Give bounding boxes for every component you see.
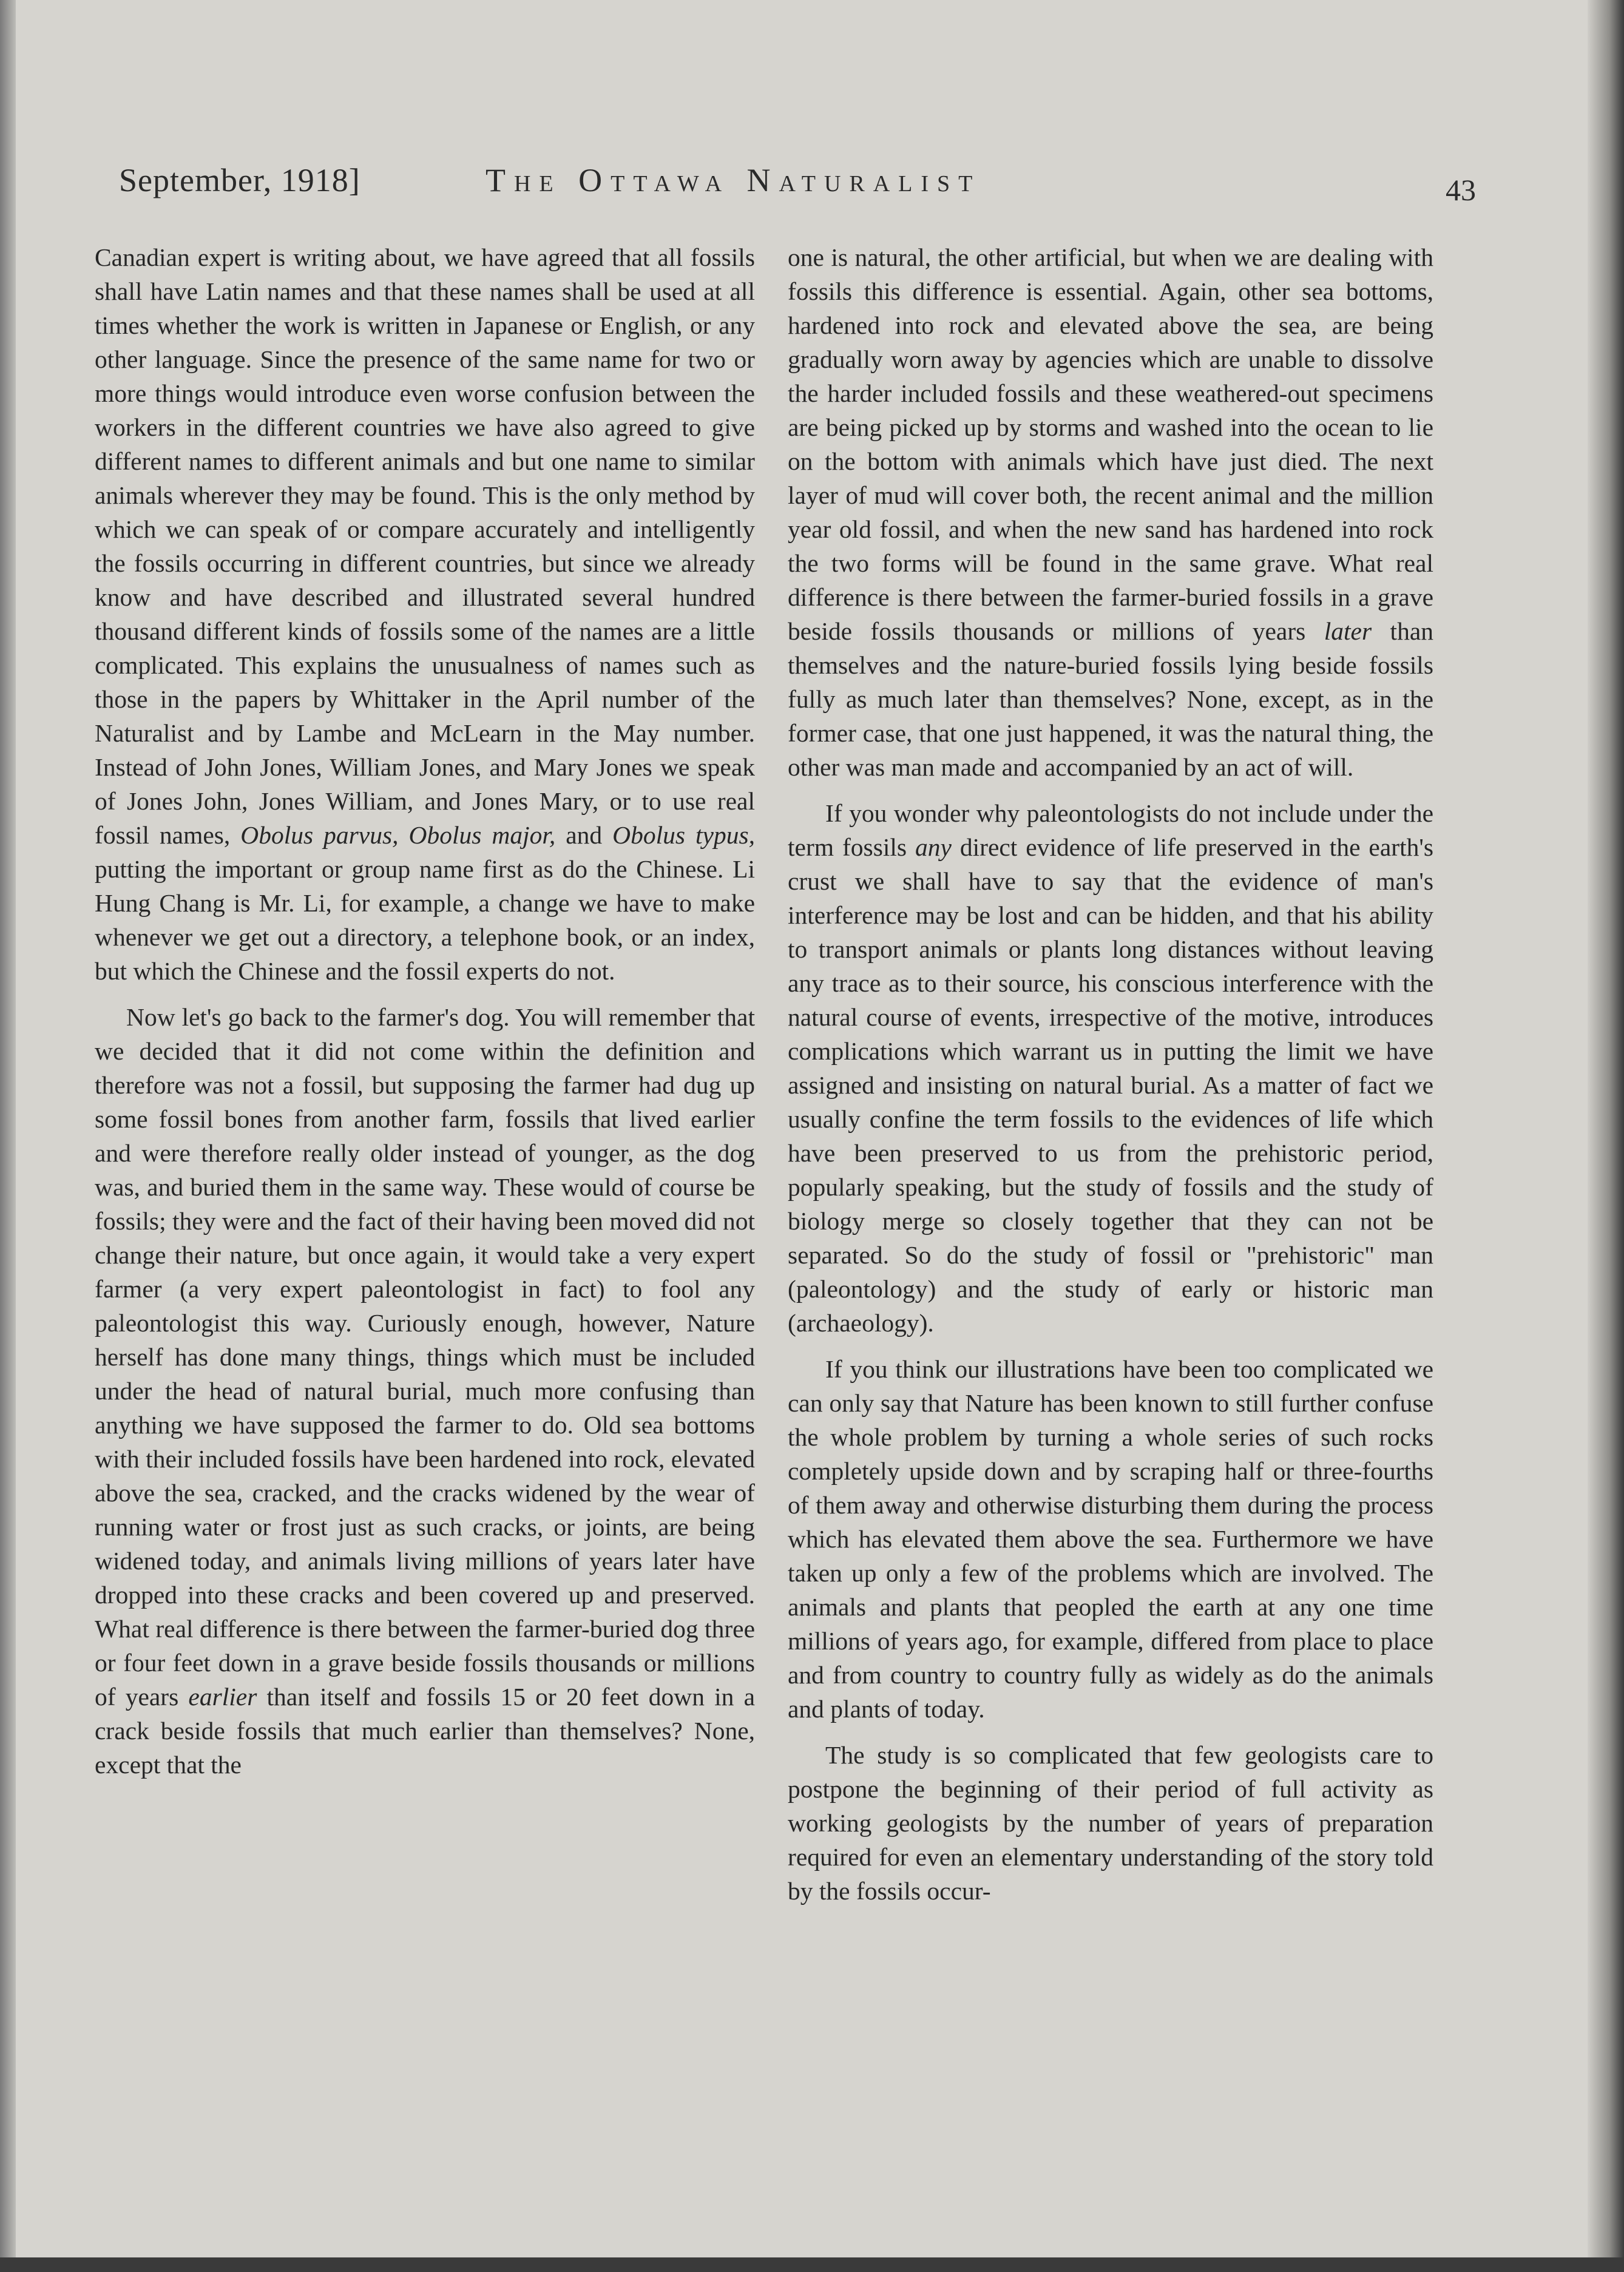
running-header bbox=[119, 157, 1476, 207]
header-date: September, 1918] bbox=[119, 162, 360, 198]
emphasis-word: earlier bbox=[188, 1683, 257, 1711]
right-paragraph-2 bbox=[788, 796, 1433, 1340]
text-run: than itself and fossils 15 or 20 feet down in a crack beside fossils that much earlier than themselves? None, except that the bbox=[95, 1683, 755, 1779]
text-run: one is natural, the other artificial, but when we are dealing with fossils this difference is essential. Again, other sea bottoms, hardened into rock and elevated above the sea, are being gradually worn away by agencies which are unable to dissolve the harder included fossils and these weathered-out specimens are being picked up by storms and washed into the ocean to lie on the bottom with animals which have just died. The next layer of mud will cover both, the recent animal and the million year old fossil, and when the new sand has hardened into rock the two forms will be found in the same grave. What real difference is there between the farmer-buried fossils in a grave beside fossils thousands or millions of years bbox=[788, 243, 1433, 645]
header-journal-title: The Ottawa Naturalist bbox=[486, 162, 981, 198]
page-number: 43 bbox=[1446, 173, 1476, 207]
left-column bbox=[95, 240, 755, 1782]
page-edge-shadow bbox=[1588, 0, 1624, 2272]
left-paragraph-2 bbox=[95, 1000, 755, 1782]
text-run: Now let's go back to the farmer's dog. You will remember that we decided that it did not come within the definition and therefore was not a fossil, but supposing the farmer had dug up some fossil bones from another farm, fossils that lived earlier and were therefore really older instead of younger, as the dog was, and buried them in the same way. These would of course be fossils; they were and the fact of their having been moved did not change their nature, but once again, it would take a very expert farmer (a very expert paleontologist in fact) to fool any paleontologist this way. Curiously enough, however, Nature herself has done many things, things which must be included under the head of natural burial, much more confusing than anything we have supposed the farmer to do. Old sea bottoms with their included fossils have been hardened into rock, elevated above the sea, cracked, and the cracks widened by the wear of running water or frost just as such cracks, or joints, are being widened today, and animals living millions of years later have dropped into these cracks and been covered up and preserved. What real difference is there between the farmer-buried dog three or four feet down in a grave beside fossils thousands or millions of years bbox=[95, 1003, 755, 1711]
right-paragraph-1 bbox=[788, 240, 1433, 784]
text-run: If you wonder why paleontologists do not include under the term fossils bbox=[788, 799, 1433, 861]
text-run: than themselves and the nature-buried fossils lying beside fossils fully as much later than themselves? None, except, as in the former case, that one just happened, it was the natural thing, the other was man made and accompanied by an act of will. bbox=[788, 617, 1433, 781]
text-run: If you think our illustrations have been too complicated we can only say that Nature has been known to still further confuse the whole problem by turning a whole series of such rocks completely upside down and by scraping half or three-fourths of them away and otherwise disturbing them during the process which has elevated them above the sea. Furthermore we have taken up only a few of the problems which are involved. The animals and plants that peopled the earth at any one time millions of years ago, for example, differed from place to place and from country to country fully as widely as do the animals and plants of today. bbox=[788, 1355, 1433, 1723]
text-run: and bbox=[555, 821, 613, 849]
right-column bbox=[788, 240, 1433, 1908]
text-run: direct evidence of life preserved in the earth's crust we shall have to say that the evidence of man's interference may be lost and can be hidden, and that his ability to transport animals or plants long distances without leaving any trace as to their source, his conscious interference with the natural course of events, irrespective of the motive, introduces complications which warrant us in putting the limit we have assigned and insisting on natural burial. As a matter of fact we usually confine the term fossils to the evidences of life which have been preserved to us from the prehistoric period, popularly speaking, but the study of fossils and the study of biology merge so closely together that they can not be separated. So do the study of fossil or "prehistoric" man (paleontology) and the study of early or historic man (archaeology). bbox=[788, 833, 1433, 1337]
right-paragraph-3 bbox=[788, 1352, 1433, 1726]
right-paragraph-4 bbox=[788, 1738, 1433, 1908]
page-spine-shadow bbox=[0, 0, 16, 2272]
emphasis-word: later bbox=[1324, 617, 1372, 645]
left-paragraph-1 bbox=[95, 240, 755, 988]
species-name: Obolus parvus, Obolus major, bbox=[240, 821, 556, 849]
species-name: Obolus typus, bbox=[612, 821, 756, 849]
text-run: Canadian expert is writing about, we have agreed that all fossils shall have Latin names and that these names shall be used at all times whether the work is written in Japanese or English, or any other language. Since the presence of the same name for two or more things would introduce even worse confusion between the workers in the different countries we have also agreed to give different names to different animals and but one name to similar animals wherever they may be found. This is the only method by which we can speak of or compare accurately and intelligently the fossils occurring in different countries, but since we already know and have described and illustrated several hundred thousand different kinds of fossils some of the names are a little complicated. This explains the unusualness of names such as those in the papers by Whittaker in the April number of the Naturalist and by Lambe and McLearn in the May number. Instead of John Jones, William Jones, and Mary Jones we speak of Jones John, Jones William, and Jones Mary, or to use real fossil names, bbox=[95, 243, 755, 849]
text-run: putting the important or group name first as do the Chinese. Li Hung Chang is Mr. Li, for example, a change we have to make whenever we get out a directory, a telephone book, or an index, but which the Chinese and the fossil experts do not. bbox=[95, 855, 755, 985]
emphasis-word: any bbox=[915, 833, 952, 861]
page-bottom-edge bbox=[0, 2257, 1624, 2272]
text-run: The study is so complicated that few geologists care to postpone the beginning of their period of full activity as working geologists by the number of years of preparation required for even an elementary understanding of the story told by the fossils occur- bbox=[788, 1741, 1433, 1905]
